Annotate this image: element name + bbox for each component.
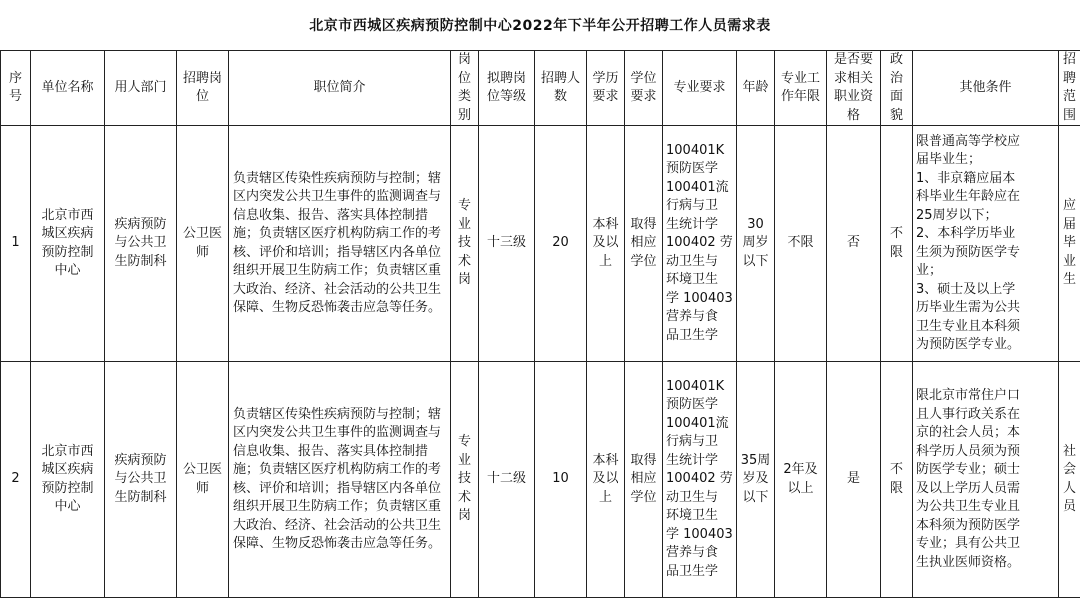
table-row — [1, 362, 1080, 598]
cell-major: 100401K 预防医学 100401流 行病与卫 生统计学 100402 劳 动卫生与 环境卫生 学 100403 营养与食 品卫生学 — [663, 126, 737, 362]
cell-unit: 北京市西 城区疾病 预防控制 中心 — [31, 126, 105, 362]
header-position: 招聘岗 位 — [177, 51, 229, 126]
cell-experience: 2年及 以上 — [775, 362, 827, 598]
cell-age: 30 周岁 以下 — [737, 126, 775, 362]
header-age: 年龄 — [737, 51, 775, 126]
cell-position: 公卫医 师 — [177, 126, 229, 362]
cell-seq: 2 — [1, 362, 31, 598]
header-other: 其他条件 — [913, 51, 1059, 126]
header-qualification: 是否要 求相关 职业资 格 — [827, 51, 881, 126]
cell-dept: 疾病预防 与公共卫 生防制科 — [105, 362, 177, 598]
header-education: 学历 要求 — [587, 51, 625, 126]
page-title: 北京市西城区疾病预防控制中心2022年下半年公开招聘工作人员需求表 — [0, 0, 1080, 50]
cell-category: 专 业 技 术 岗 — [451, 126, 479, 362]
cell-experience: 不限 — [775, 126, 827, 362]
cell-scope: 应 届 毕 业 生 — [1059, 126, 1080, 362]
header-seq: 序 号 — [1, 51, 31, 126]
cell-degree: 取得 相应 学位 — [625, 126, 663, 362]
recruitment-table — [0, 50, 1080, 598]
cell-qualification: 是 — [827, 362, 881, 598]
table-row — [1, 126, 1080, 362]
cell-seq: 1 — [1, 126, 31, 362]
cell-major: 100401K 预防医学 100401流 行病与卫 生统计学 100402 劳 动卫生与 环境卫生 学 100403 营养与食 品卫生学 — [663, 362, 737, 598]
cell-political: 不 限 — [881, 362, 913, 598]
cell-grade: 十二级 — [479, 362, 535, 598]
header-intro: 职位简介 — [229, 51, 451, 126]
cell-category: 专 业 技 术 岗 — [451, 362, 479, 598]
cell-education: 本科 及以 上 — [587, 126, 625, 362]
header-dept: 用人部门 — [105, 51, 177, 126]
header-category: 岗 位 类 别 — [451, 51, 479, 126]
header-political: 政 治 面 貌 — [881, 51, 913, 126]
cell-qualification: 否 — [827, 126, 881, 362]
header-grade: 拟聘岗 位等级 — [479, 51, 535, 126]
cell-count: 20 — [535, 126, 587, 362]
header-count: 招聘人 数 — [535, 51, 587, 126]
header-row — [1, 51, 1080, 126]
cell-intro: 负责辖区传染性疾病预防与控制；辖区内突发公共卫生事件的监测调查与信息收集、报告、落实具体控制措施；负责辖区医疗机构防病工作的考核、评价和培训；指导辖区内各单位组织开展卫生防病工作；负责辖区重大政治、经济、社会活动的公共卫生保障、生物反恐怖袭击应急等任务。 — [229, 126, 451, 362]
cell-education: 本科 及以 上 — [587, 362, 625, 598]
cell-dept: 疾病预防 与公共卫 生防制科 — [105, 126, 177, 362]
cell-grade: 十三级 — [479, 126, 535, 362]
cell-other: 限北京市常住户口 且人事行政关系在 京的社会人员；本 科学历人员须为预 防医学专业；硕士 及以上学历人员需 为公共卫生专业且 本科须为预防医学 专业；具有公共卫 生执业医师资格。 — [913, 362, 1059, 598]
cell-other: 限普通高等学校应 届毕业生； 1、非京籍应届本 科毕业生年龄应在 25周岁以下； 2、本科学历毕业 生须为预防医学专 业； 3、硕士及以上学 历毕业生需为公共 卫生专业且本科须 为预防医学专业。 — [913, 126, 1059, 362]
cell-scope: 社 会 人 员 — [1059, 362, 1080, 598]
cell-count: 10 — [535, 362, 587, 598]
cell-unit: 北京市西 城区疾病 预防控制 中心 — [31, 362, 105, 598]
header-experience: 专业工 作年限 — [775, 51, 827, 126]
header-unit: 单位名称 — [31, 51, 105, 126]
header-scope: 招 聘 范 围 — [1059, 51, 1080, 126]
header-degree: 学位 要求 — [625, 51, 663, 126]
cell-position: 公卫医 师 — [177, 362, 229, 598]
cell-intro: 负责辖区传染性疾病预防与控制；辖区内突发公共卫生事件的监测调查与信息收集、报告、落实具体控制措施；负责辖区医疗机构防病工作的考核、评价和培训；指导辖区内各单位组织开展卫生防病工作；负责辖区重大政治、经济、社会活动的公共卫生保障、生物反恐怖袭击应急等任务。 — [229, 362, 451, 598]
header-major: 专业要求 — [663, 51, 737, 126]
cell-age: 35周 岁及 以下 — [737, 362, 775, 598]
cell-political: 不 限 — [881, 126, 913, 362]
cell-degree: 取得 相应 学位 — [625, 362, 663, 598]
